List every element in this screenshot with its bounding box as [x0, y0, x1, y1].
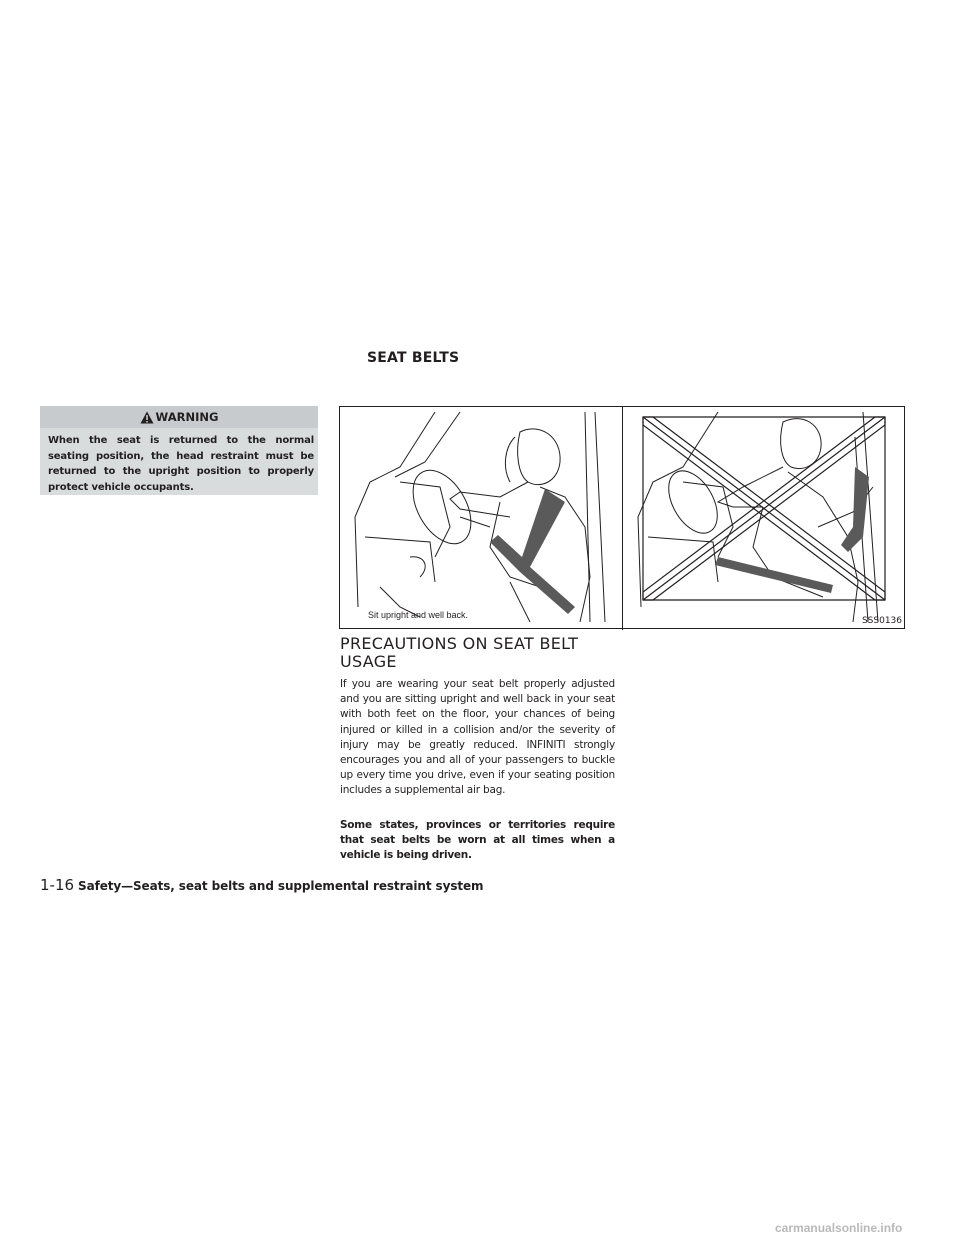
precautions-heading: PRECAUTIONS ON SEAT BELT USAGE: [340, 634, 579, 671]
chapter-title: Safety—Seats, seat belts and supplemental restraint system: [78, 879, 484, 893]
page-footer: [40, 876, 483, 894]
warning-header: [40, 406, 318, 428]
page-number: 1-16: [40, 876, 75, 894]
figure-caption: Sit upright and well back.: [368, 610, 469, 620]
warning-box: [40, 406, 318, 495]
incorrect-posture-drawing: [623, 407, 905, 630]
seat-belt-illustration: [339, 406, 905, 629]
figure-code: SSS0136: [861, 616, 902, 626]
precautions-body: If you are wearing your seat belt properly adjusted and you are sitting upright and well back in your seat with both feet on the floor, your chances of being injured or killed in a collision and/or the severity of injury may be greatly reduced. INFINITI strongly encourages you and all of your passengers to buckle up every time you drive, even if your seating position includes a supplemental air bag.: [340, 678, 615, 797]
section-title: SEAT BELTS: [367, 350, 460, 366]
warning-triangle-icon: [140, 411, 154, 424]
correct-posture-drawing: [340, 407, 621, 630]
warning-text: When the seat is returned to the normal seating position, the head restraint must be returned to the upright position to properly protect vehicle occupants.: [48, 435, 314, 493]
precautions-legal-note: Some states, provinces or territories require that seat belts be worn at all times when a vehicle is being driven.: [340, 819, 615, 862]
watermark[interactable]: carmanualsonline.info: [775, 1221, 903, 1235]
warning-label: WARNING: [155, 410, 219, 424]
